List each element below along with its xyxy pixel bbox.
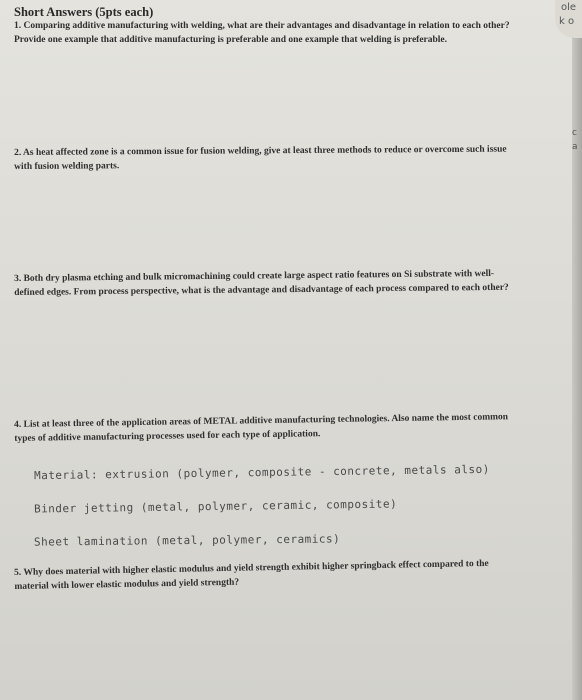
corner-text-bottom: k o <box>559 16 575 27</box>
question-2: 2. As heat affected zone is a common issue for fusion welding, give at least three methods to reduce or overcome such issue with fusion welding parts. <box>14 144 507 172</box>
section-heading: Short Answers (5pts each) <box>14 5 154 19</box>
question-3: 3. Both dry plasma etching and bulk micromachining could create large aspect ratio features on Si substrate with well-defined edges. From process perspective, what is the advantage and disadvantage of each process compared to each other? <box>14 268 509 298</box>
question-4: 4. List at least three of the application areas of METAL additive manufacturing technologies. Also name the most common types of additive manufacturing processes used for each type of application. <box>14 412 509 444</box>
handwritten-answer-1: Material: extrusion (polymer, composite - concrete, metals also) <box>33 462 490 483</box>
page-edge <box>572 0 582 700</box>
question-1: 1. Comparing additive manufacturing with welding, what are their advantages and disadvantage in relation to each other? Provide one example that additive manufacturing is preferable and one example that welding is preferable. <box>14 21 510 45</box>
handwritten-answer-2: Binder jetting (metal, polymer, ceramic, composite) <box>33 497 398 516</box>
edge-mark-2: a <box>572 142 578 152</box>
question-5: 5. Why does material with higher elastic modulus and yield strength exhibit higher springback effect compared to the material with lower elastic modulus and yield strength? <box>14 558 489 592</box>
edge-mark-1: c <box>572 128 577 138</box>
handwritten-answer-3: Sheet lamination (metal, polymer, ceramics) <box>33 532 341 549</box>
corner-text-top: ole <box>561 2 577 13</box>
